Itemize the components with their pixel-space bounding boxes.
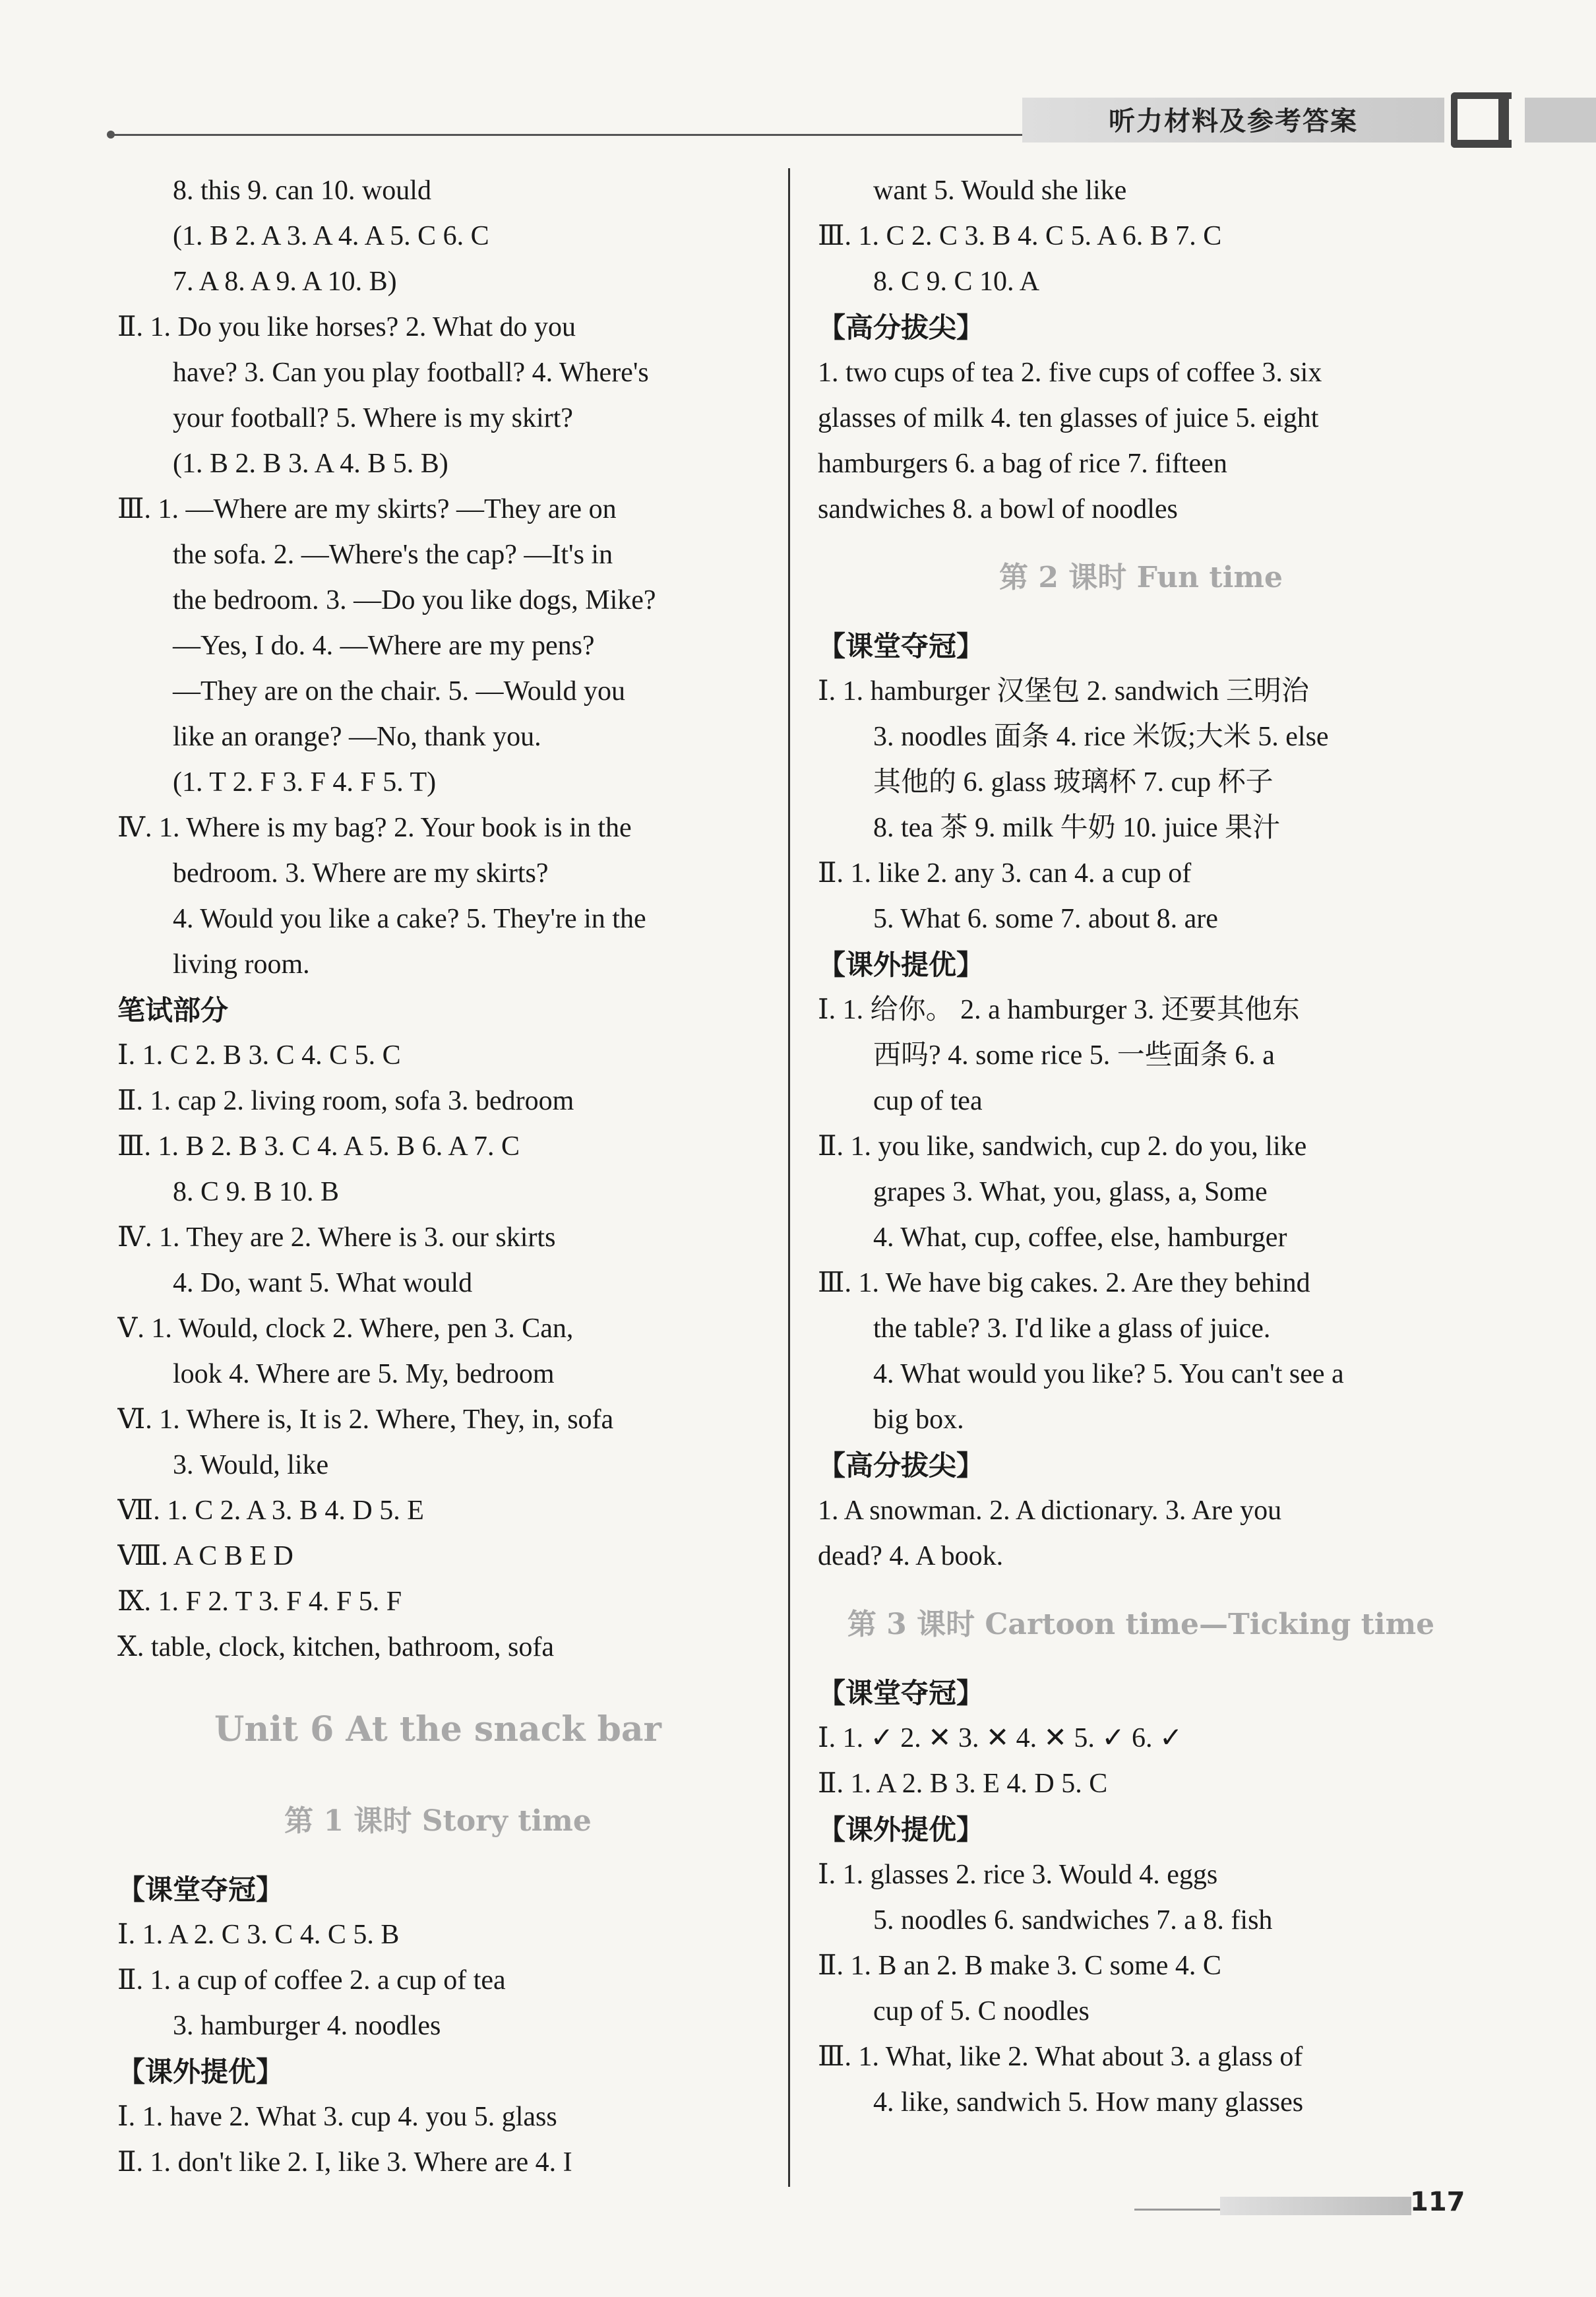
column-divider (788, 168, 790, 2187)
answer-line: 其他的 6. glass 玻璃杯 7. cup 杯子 (873, 767, 1274, 798)
answer-line: glasses of milk 4. ten glasses of juice 5. eight (818, 403, 1319, 433)
answer-line: Ⅱ. 1. B an 2. B make 3. C some 4. C (818, 1951, 1221, 1981)
answer-line: 7. A 8. A 9. A 10. B) (173, 267, 397, 297)
answer-line: Ⅱ. 1. like 2. any 3. can 4. a cup of (818, 858, 1192, 889)
answer-line: Ⅶ. 1. C 2. A 3. B 4. D 5. E (117, 1495, 424, 1526)
answer-line: Ⅴ. 1. Would, clock 2. Where, pen 3. Can, (117, 1313, 574, 1344)
answer-line: bedroom. 3. Where are my skirts? (173, 858, 549, 889)
section-title-extra: 【课外提优】 (818, 949, 985, 981)
answer-line: have? 3. Can you play football? 4. Where's (173, 358, 649, 388)
answer-line: the bedroom. 3. —Do you like dogs, Mike? (173, 585, 656, 615)
answer-line: 3. noodles 面条 4. rice 米饭;大米 5. else (873, 722, 1329, 752)
answer-line: 5. noodles 6. sandwiches 7. a 8. fish (873, 1905, 1273, 1935)
left-column (117, 168, 758, 2186)
answer-line: dead? 4. A book. (818, 1541, 1004, 1571)
answer-line: Ⅱ. 1. cap 2. living room, sofa 3. bedroom (117, 1086, 574, 1116)
answer-line: Ⅳ. 1. Where is my bag? 2. Your book is in the (117, 813, 632, 843)
answer-line: Ⅰ. 1. 给你。 2. a hamburger 3. 还要其他东 (818, 995, 1300, 1025)
answer-line: 8. C 9. C 10. A (873, 267, 1040, 297)
answer-line: Ⅷ. A C B E D (117, 1541, 293, 1571)
section-title-class: 【课堂夺冠】 (117, 1873, 284, 1906)
answer-line: cup of 5. C noodles (873, 1996, 1090, 2027)
answer-line: cup of tea (873, 1086, 983, 1116)
answer-line: Ⅲ. 1. What, like 2. What about 3. a glass of (818, 2042, 1303, 2072)
answer-line: 1. A snowman. 2. A dictionary. 3. Are you (818, 1495, 1282, 1526)
answer-line: Ⅱ. 1. A 2. B 3. E 4. D 5. C (818, 1769, 1108, 1799)
answer-line: 西吗? 4. some rice 5. 一些面条 6. a (873, 1040, 1275, 1071)
answer-line: 5. What 6. some 7. about 8. are (873, 904, 1218, 934)
answer-line: Ⅵ. 1. Where is, It is 2. Where, They, in, sofa (117, 1404, 614, 1435)
answer-line: Ⅳ. 1. They are 2. Where is 3. our skirts (117, 1222, 556, 1253)
answer-line: —They are on the chair. 5. —Would you (173, 676, 625, 707)
unit-heading: Unit 6 At the snack bar (214, 1709, 661, 1749)
header-rule (112, 134, 1022, 136)
answer-line: Ⅰ. 1. glasses 2. rice 3. Would 4. eggs (818, 1860, 1218, 1890)
header-title: 听力材料及参考答案 (1109, 106, 1358, 137)
section-title-written: 笔试部分 (117, 994, 229, 1026)
answer-line: the sofa. 2. —Where's the cap? —It's in (173, 540, 613, 570)
answer-line: look 4. Where are 5. My, bedroom (173, 1359, 555, 1389)
answer-line: Ⅹ. table, clock, kitchen, bathroom, sofa (117, 1632, 555, 1662)
answer-line: Ⅲ. 1. C 2. C 3. B 4. C 5. A 6. B 7. C (818, 221, 1222, 251)
answer-line: like an orange? —No, thank you. (173, 722, 541, 752)
answer-line: the table? 3. I'd like a glass of juice. (873, 1313, 1271, 1344)
answer-line: 8. C 9. B 10. B (173, 1177, 340, 1207)
answer-line: Ⅰ. 1. hamburger 汉堡包 2. sandwich 三明治 (818, 676, 1309, 707)
header-band-tail (1525, 98, 1596, 142)
section-title-class: 【课堂夺冠】 (818, 1677, 985, 1709)
answer-line: —Yes, I do. 4. —Where are my pens? (173, 631, 595, 661)
answer-line: Ⅰ. 1. ✓ 2. ✕ 3. ✕ 4. ✕ 5. ✓ 6. ✓ (818, 1723, 1183, 1753)
lesson-heading: 第 2 课时 Fun time (999, 561, 1283, 594)
answer-line: Ⅱ. 1. you like, sandwich, cup 2. do you, like (818, 1131, 1307, 1162)
answer-line: Ⅱ. 1. don't like 2. I, like 3. Where are 4. I (117, 2147, 572, 2178)
answer-line: 3. hamburger 4. noodles (173, 2011, 441, 2041)
answer-line: Ⅲ. 1. We have big cakes. 2. Are they behind (818, 1268, 1310, 1298)
answer-line: hamburgers 6. a bag of rice 7. fifteen (818, 449, 1227, 479)
answer-line: 4. like, sandwich 5. How many glasses (873, 2087, 1304, 2118)
footer-band (1220, 2197, 1411, 2215)
answer-line: living room. (173, 949, 310, 980)
lesson-heading: 第 3 课时 Cartoon time—Ticking time (847, 1608, 1435, 1641)
section-title-extra: 【课外提优】 (117, 2056, 284, 2088)
answer-line: 4. What, cup, coffee, else, hamburger (873, 1222, 1287, 1253)
answer-line: (1. B 2. A 3. A 4. A 5. C 6. C (173, 221, 489, 251)
answer-line: Ⅸ. 1. F 2. T 3. F 4. F 5. F (117, 1587, 402, 1617)
answer-line: Ⅰ. 1. C 2. B 3. C 4. C 5. C (117, 1040, 401, 1071)
answer-line: 4. Do, want 5. What would (173, 1268, 473, 1298)
book-corner-bar (1498, 99, 1509, 142)
answer-line: Ⅲ. 1. —Where are my skirts? —They are on (117, 494, 617, 524)
answer-line: Ⅱ. 1. Do you like horses? 2. What do you (117, 312, 576, 342)
answer-line: (1. T 2. F 3. F 4. F 5. T) (173, 767, 437, 798)
answer-line: 8. this 9. can 10. would (173, 175, 431, 206)
answer-line: 1. two cups of tea 2. five cups of coffee 3. six (818, 358, 1322, 388)
answer-line: 8. tea 茶 9. milk 牛奶 10. juice 果汁 (873, 813, 1281, 843)
answer-line: Ⅰ. 1. A 2. C 3. C 4. C 5. B (117, 1920, 400, 1950)
page-number: 117 (1410, 2187, 1465, 2217)
answer-line: Ⅰ. 1. have 2. What 3. cup 4. you 5. glass (117, 2102, 557, 2132)
footer-rule (1134, 2209, 1220, 2211)
answer-line: sandwiches 8. a bowl of noodles (818, 494, 1178, 524)
section-title-top: 【高分拔尖】 (818, 311, 985, 344)
answer-line: 4. Would you like a cake? 5. They're in the (173, 904, 646, 934)
section-title-top: 【高分拔尖】 (818, 1449, 985, 1482)
answer-line: Ⅱ. 1. a cup of coffee 2. a cup of tea (117, 1965, 506, 1996)
answer-line: 3. Would, like (173, 1450, 329, 1480)
answer-line: your football? 5. Where is my skirt? (173, 403, 573, 433)
answer-line: want 5. Would she like (873, 175, 1127, 206)
lesson-heading: 第 1 课时 Story time (284, 1804, 592, 1838)
answer-line: big box. (873, 1404, 964, 1435)
answer-line: grapes 3. What, you, glass, a, Some (873, 1177, 1268, 1207)
right-column (818, 168, 1464, 2125)
answer-line: (1. B 2. B 3. A 4. B 5. B) (173, 449, 448, 479)
answer-line: Ⅲ. 1. B 2. B 3. C 4. A 5. B 6. A 7. C (117, 1131, 520, 1162)
answer-line: 4. What would you like? 5. You can't see a (873, 1359, 1344, 1389)
section-title-class: 【课堂夺冠】 (818, 630, 985, 662)
section-title-extra: 【课外提优】 (818, 1813, 985, 1846)
